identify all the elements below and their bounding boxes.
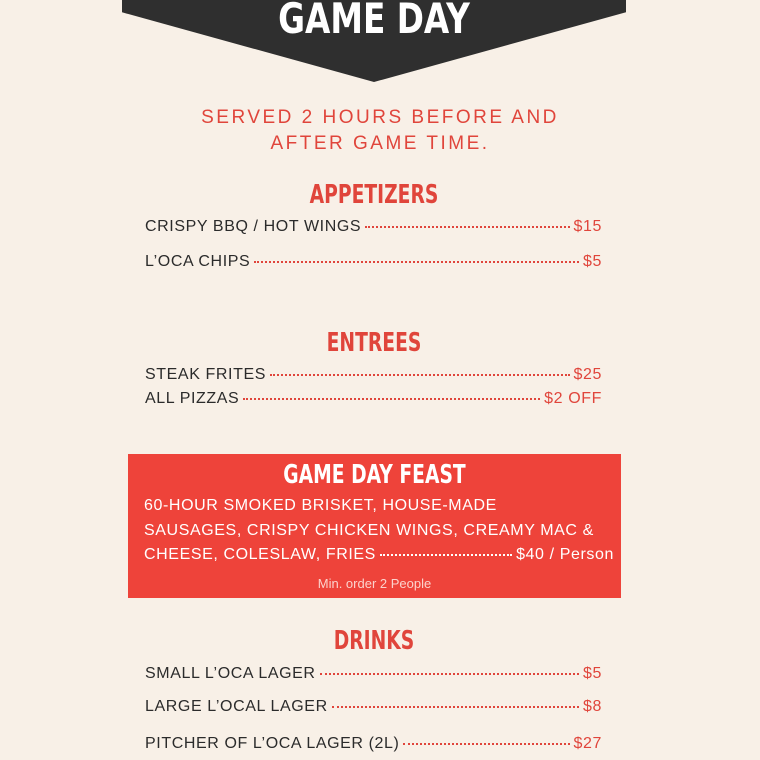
dotted-leader [332, 706, 579, 708]
menu-item [145, 366, 602, 388]
menu-item [145, 390, 602, 412]
dotted-leader [243, 398, 540, 400]
feast-description [144, 494, 614, 568]
menu-item [145, 698, 602, 720]
item-name: L’OCA CHIPS [145, 253, 251, 270]
feast-min-order-note: Min. order 2 People [317, 576, 432, 591]
menu-item [145, 253, 602, 275]
drinks-heading: DRINKS [333, 626, 415, 656]
subtitle [130, 105, 630, 157]
subtitle-line-1: SERVED 2 HOURS BEFORE AND [201, 107, 559, 128]
subtitle-line-2: AFTER GAME TIME. [270, 133, 490, 154]
item-price: $5 [583, 253, 602, 270]
dotted-leader [365, 226, 569, 228]
dotted-leader [254, 261, 579, 263]
feast-price: $40 / Person [516, 546, 614, 563]
feast-line-2: SAUSAGES, CRISPY CHICKEN WINGS, CREAMY MAC & [144, 521, 594, 539]
dotted-leader [403, 743, 569, 745]
feast-heading: GAME DAY FEAST [283, 460, 466, 490]
dotted-leader [380, 554, 512, 556]
item-name: LARGE L’OCAL LAGER [145, 698, 328, 715]
item-name: PITCHER OF L’OCA LAGER (2L) [145, 735, 400, 752]
page-title: GAME DAY [278, 0, 470, 43]
menu-item [145, 218, 602, 240]
item-price: $27 [573, 735, 602, 752]
item-price: $2 OFF [544, 390, 602, 407]
item-price: $15 [573, 218, 602, 235]
item-price: $25 [573, 366, 602, 383]
appetizers-heading: APPETIZERS [309, 180, 439, 210]
feast-line-1: 60-HOUR SMOKED BRISKET, HOUSE-MADE [144, 497, 497, 514]
feast-line-3 [144, 543, 614, 568]
item-name: SMALL L’OCA LAGER [145, 665, 316, 682]
feast-line-3-text: CHEESE, COLESLAW, FRIES [144, 546, 376, 563]
dotted-leader [320, 673, 579, 675]
item-price: $5 [583, 665, 602, 682]
dotted-leader [270, 374, 570, 376]
game-day-feast-box [128, 454, 621, 598]
item-price: $8 [583, 698, 602, 715]
item-name: STEAK FRITES [145, 366, 266, 383]
menu-item [145, 735, 602, 757]
item-name: ALL PIZZAS [145, 390, 240, 407]
entrees-heading: ENTREES [326, 328, 422, 358]
menu-item [145, 665, 602, 687]
item-name: CRISPY BBQ / HOT WINGS [145, 218, 362, 235]
